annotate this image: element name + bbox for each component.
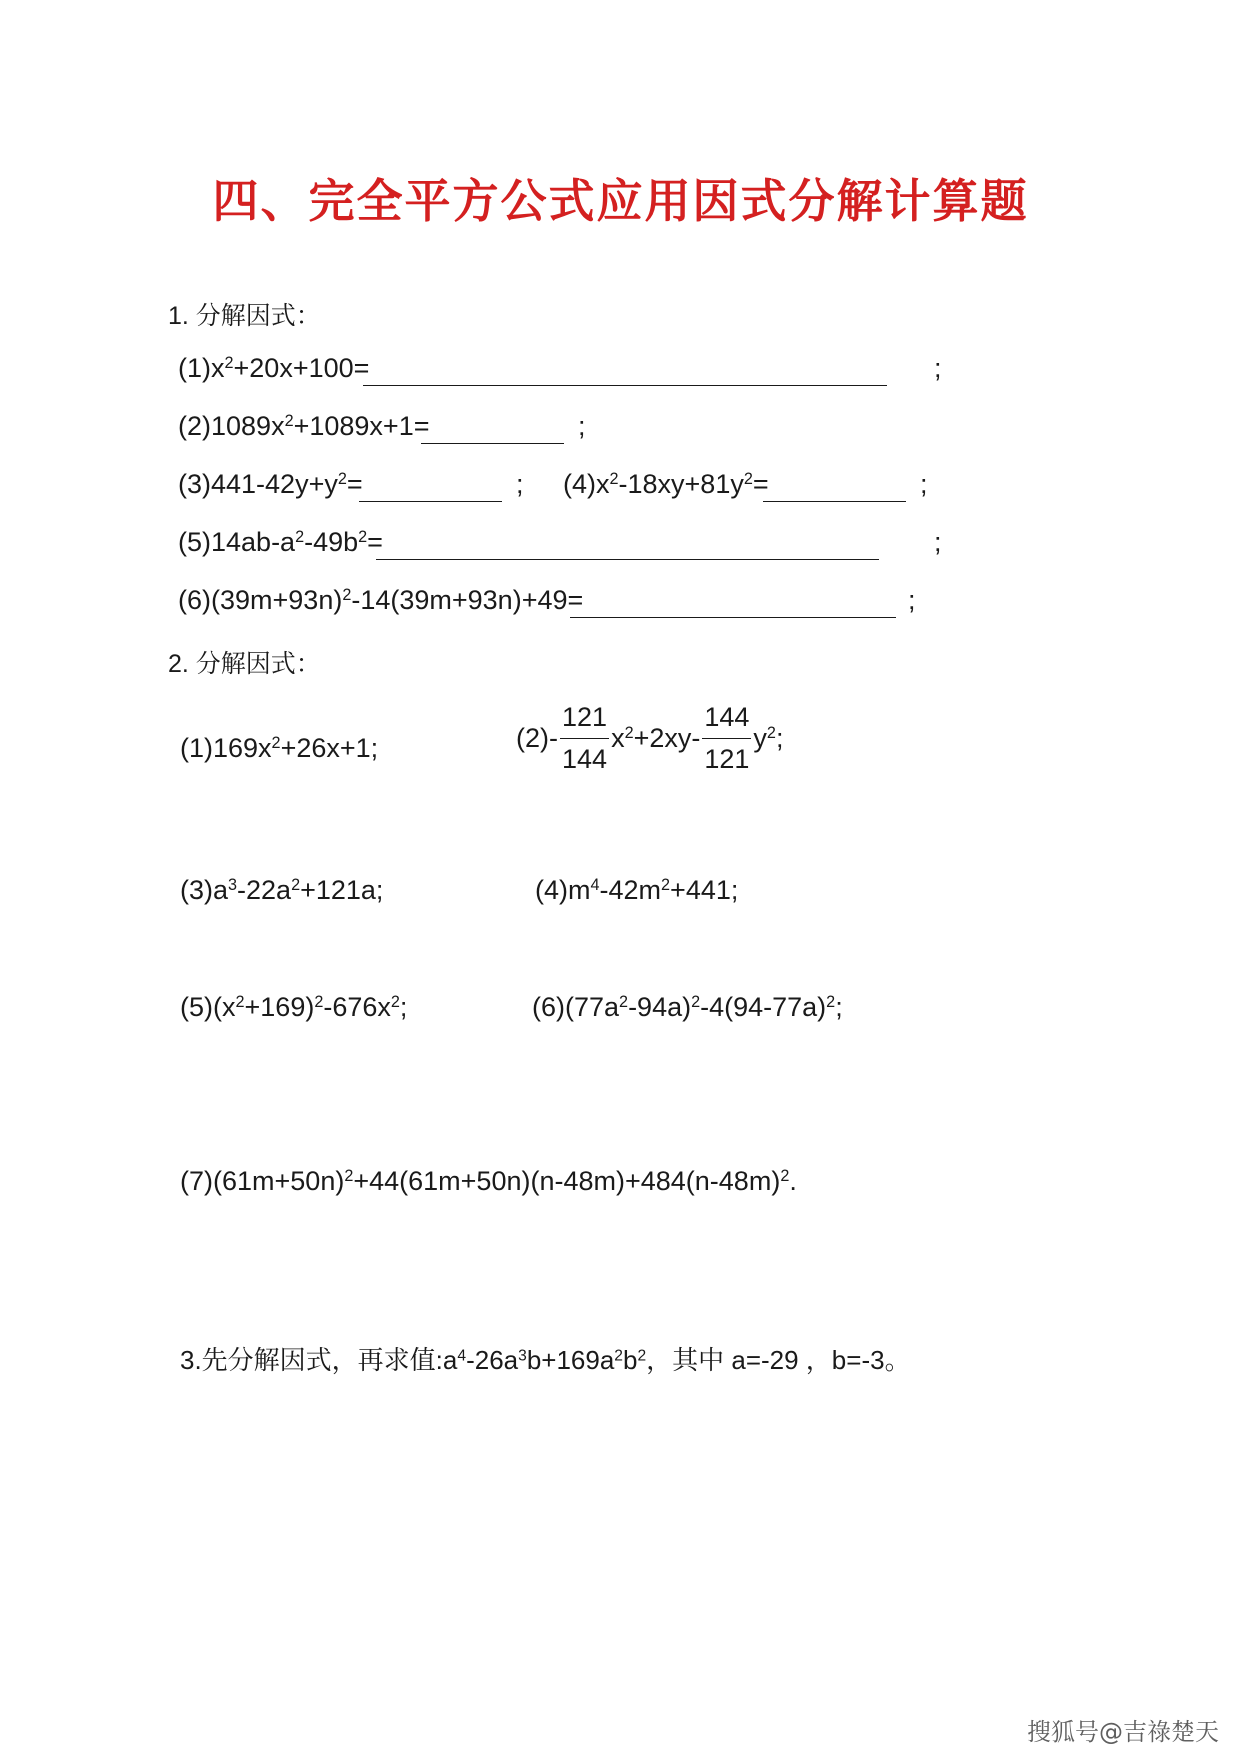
q1-item-3-expr: $(3)441-42y+y^2=$ <box>178 469 363 499</box>
q1-item-4-expr: $(4)x^2-18xy+81y^2=$ <box>563 469 769 499</box>
answer-blank-1[interactable] <box>363 385 887 386</box>
fraction-1: $\frac{121}{144}$ <box>562 702 608 774</box>
q2-item-3: $(3)a^3-22a^2+121a$; <box>180 875 384 905</box>
q1-item-2-expr: $(2)1089x^2+1089x+1=$ <box>178 411 430 441</box>
answer-blank-6[interactable] <box>570 617 896 618</box>
q1-item-1-sep: ; <box>934 353 942 383</box>
watermark: 搜狐号@吉祿楚天 <box>1027 1718 1219 1746</box>
fraction-2: $\frac{144}{121}$ <box>704 702 750 774</box>
q1-item-4-sep: ; <box>920 469 928 499</box>
q3-item: 3.先分解因式，再求值$:a^4-26a^3b+169a^2b^2$，其中 a=-29 ，b=-3。 <box>180 1345 911 1375</box>
q1-heading: 1. 分解因式： <box>168 302 321 330</box>
q2-heading: 2. 分解因式： <box>168 650 321 678</box>
q1-item-6-expr: $(6)(39m+93n)^2-14(39m+93n)+49=$ <box>178 585 584 615</box>
q1-item-3-sep: ; <box>516 469 524 499</box>
q1-item-5-sep: ; <box>934 527 942 557</box>
q1-item-5-expr: $(5)14ab-a^2-49b^2=$ <box>178 527 383 557</box>
page-title: 四、完全平方公式应用因式分解计算题 <box>212 174 1029 228</box>
q2-item-4: $(4)m^4-42m^2+441$; <box>535 875 739 905</box>
q2-item-7: $(7)(61m+50n)^2+44(61m+50n)(n-48m)+484(n-48m)^2$. <box>180 1166 797 1196</box>
answer-blank-5[interactable] <box>376 559 879 560</box>
answer-blank-4[interactable] <box>763 501 906 502</box>
q1-item-1-expr: $(1)x^2+20x+100=$ <box>178 353 370 383</box>
answer-blank-3[interactable] <box>359 501 502 502</box>
q1-item-2-sep: ; <box>578 411 586 441</box>
q2-item-6: $(6)(77a^2-94a)^2-4(94-77a)^2$; <box>532 992 843 1022</box>
q1-item-6-sep: ; <box>908 585 916 615</box>
answer-blank-2[interactable] <box>421 443 564 444</box>
q2-item-2: (2)- $\frac{121}{144}$ $x^2+2xy-$ $\frac{144}{121}$ $y^2$; <box>516 702 784 774</box>
q2-item-5: $(5)(x^2+169)^2-676x^2$; <box>180 992 408 1022</box>
q2-item-1: $(1)169x^2+26x+1$; <box>180 733 379 763</box>
